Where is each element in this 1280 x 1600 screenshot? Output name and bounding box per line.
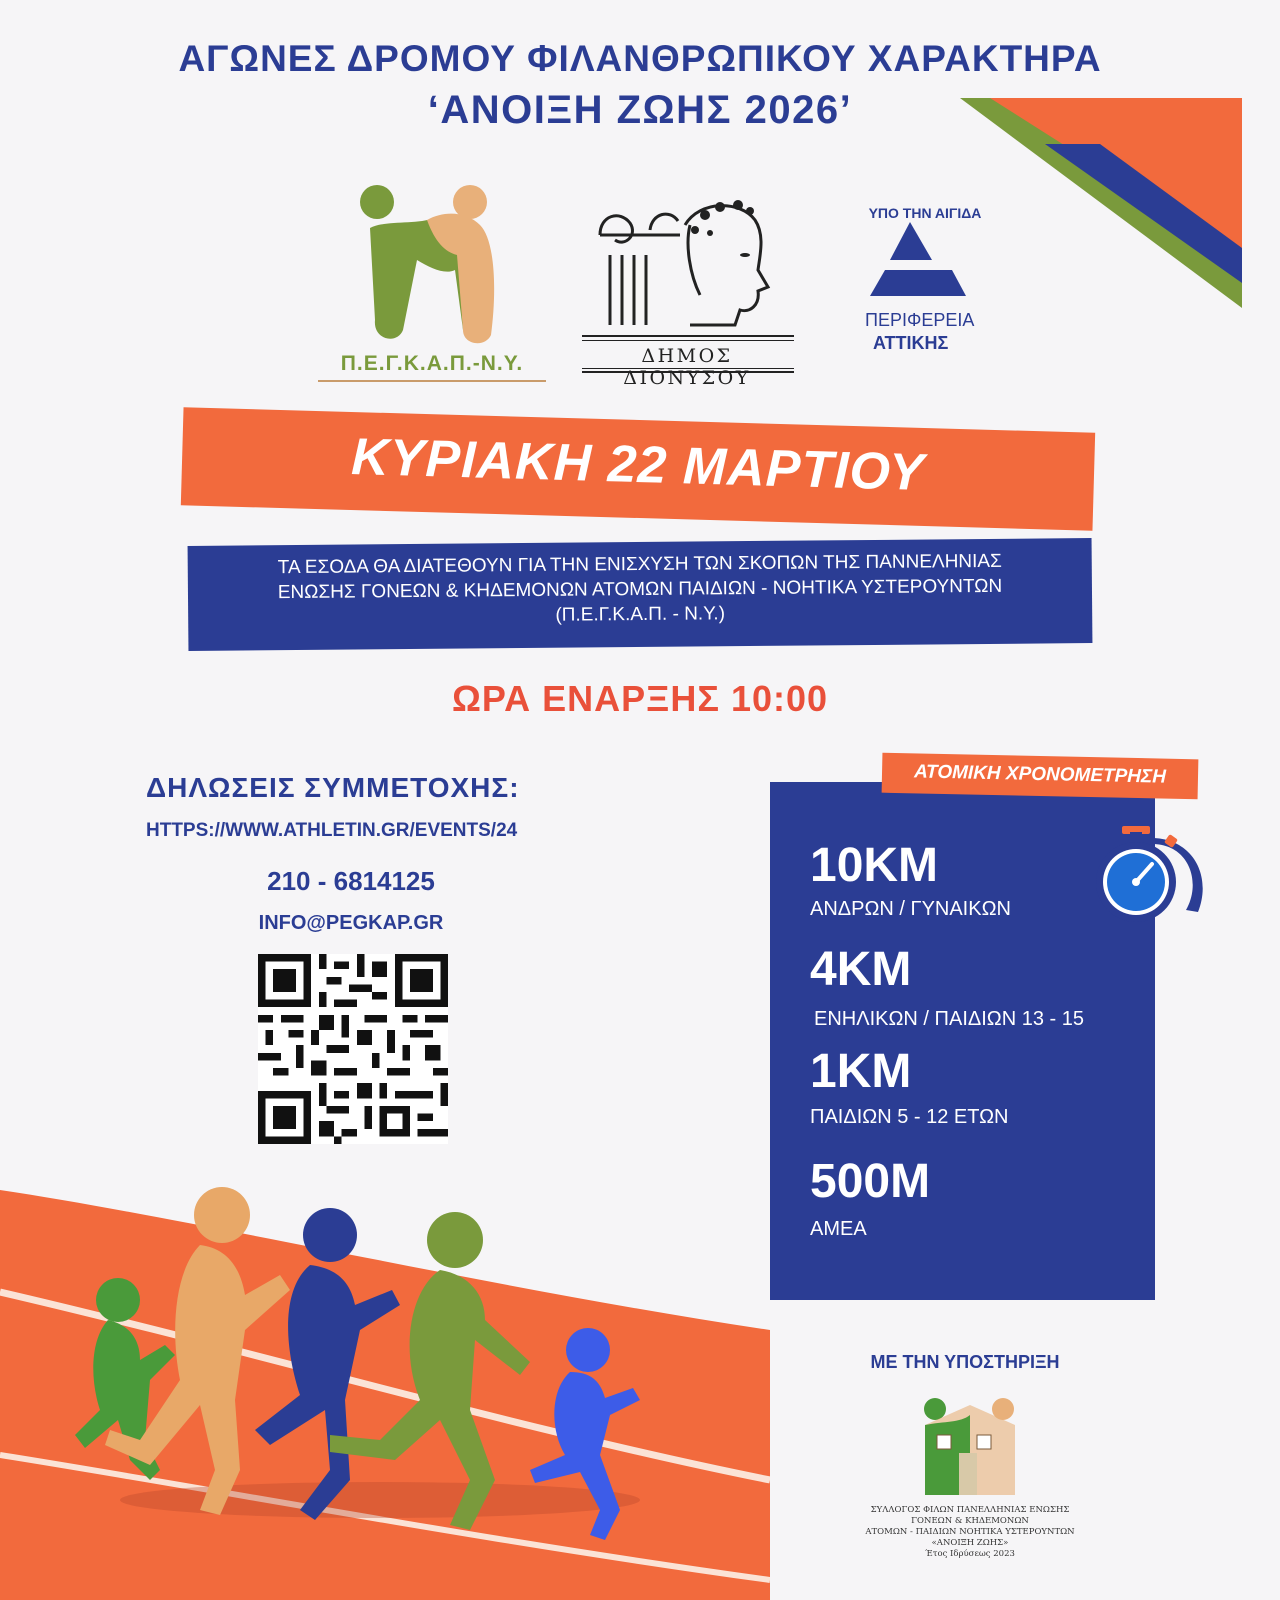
start-time: ΩΡΑ ΕΝΑΡΞΗΣ 10:00 xyxy=(451,678,829,719)
support-org-line1: ΣΥΛΛΟΓΟΣ ΦΙΛΩΝ ΠΑΝΕΛΛΗΝΙΑΣ ΕΝΩΣΗΣ xyxy=(870,1505,1070,1515)
aegis-label: ΥΠΟ ΤΗΝ ΑΙΓΙΔΑ xyxy=(868,205,982,221)
race-category-1km: ΠΑΙΔΙΩΝ 5 - 12 ΕΤΩΝ xyxy=(810,1106,1009,1128)
info-text xyxy=(200,548,1081,631)
info-line2: ΕΝΩΣΗΣ ΓΟΝΕΩΝ & ΚΗΔΕΜΟΝΩΝ ΑΤΟΜΩΝ ΠΑΙΔΙΩΝ - ΝΟΗΤΙΚΑ ΥΣΤΕΡΟΥΝΤΩΝ xyxy=(277,575,1003,604)
dimos-bar-bottom xyxy=(582,368,794,373)
info-line3: (Π.Ε.Γ.Κ.Α.Π. - Ν.Υ.) xyxy=(555,603,726,626)
runners-illustration xyxy=(0,1180,770,1600)
registration-link[interactable]: HTTPS://WWW.ATHLETIN.GR/EVENTS/24 xyxy=(146,820,518,841)
region-line2: ΑΤΤΙΚΗΣ xyxy=(873,333,949,353)
timing-label: ΑΤΟΜΙΚΗ ΧΡΟΝΟΜΕΤΡΗΣΗ xyxy=(913,761,1167,788)
support-org-text xyxy=(845,1505,1095,1560)
pegkap-label: Π.Ε.Γ.Κ.Α.Π.-Ν.Υ. xyxy=(340,352,524,375)
info-line1: ΤΑ ΕΣΟΔΑ ΘΑ ΔΙΑΤΕΘΟΥΝ ΓΙΑ ΤΗΝ ΕΝΙΣΧΥΣΗ ΤΩΝ ΣΚΟΠΩΝ ΤΗΣ ΠΑΝΝΕΛΗΝΙΑΣ xyxy=(277,550,1002,579)
anoixi-zois-logo xyxy=(915,1395,1025,1505)
race-category-10km: ΑΝΔΡΩΝ / ΓΥΝΑΙΚΩΝ xyxy=(810,898,1011,920)
stopwatch-icon xyxy=(1094,822,1204,932)
race-category-4km: ΕΝΗΛΙΚΩΝ / ΠΑΙΔΙΩΝ 13 - 15 xyxy=(814,1008,1085,1030)
race-distance-500m: 500M xyxy=(810,1155,931,1208)
race-distance-1km: 1KM xyxy=(810,1045,912,1098)
dimos-bar-top xyxy=(582,335,794,341)
pegkap-logo xyxy=(355,180,555,380)
region-line1: ΠΕΡΙΦΕΡΕΙΑ xyxy=(865,310,975,330)
support-org-line2: ΓΟΝΕΩΝ & ΚΗΔΕΜΟΝΩΝ xyxy=(911,1516,1029,1526)
event-title: ΑΓΩΝΕΣ ΔΡΟΜΟΥ ΦΙΛΑΝΘΡΩΠΙΚΟΥ ΧΑΡΑΚΤΗΡΑ xyxy=(178,38,1102,79)
qr-code[interactable] xyxy=(258,954,448,1144)
event-subtitle: ‘ΑΝΟΙΞΗ ΖΩΗΣ 2026’ xyxy=(427,88,853,132)
race-category-500m: ΑΜΕΑ xyxy=(810,1218,867,1240)
race-distance-4km: 4KM xyxy=(810,943,912,996)
attica-triangle-logo xyxy=(870,222,970,300)
support-label: ΜΕ ΤΗΝ ΥΠΟΣΤΗΡΙΞΗ xyxy=(870,1352,1060,1372)
registration-title: ΔΗΛΩΣΕΙΣ ΣΥΜΜΕΤΟΧΗΣ: xyxy=(146,772,520,803)
event-date: ΚΥΡΙΑΚΗ 22 ΜΑΡΤΙΟΥ xyxy=(350,428,926,502)
email-link[interactable]: INFO@PEGKAP.GR xyxy=(258,912,444,934)
dimos-label: ΔΗΜΟΣ ΔΙΟΝΥΣΟΥ xyxy=(623,345,751,389)
support-org-line4: «ΑΝΟΙΞΗ ΖΩΗΣ» xyxy=(931,1538,1009,1548)
support-org-line5: Έτος Ιδρύσεως 2023 xyxy=(925,1549,1015,1559)
decorative-stripes xyxy=(960,98,1242,320)
pegkap-underline xyxy=(318,380,546,382)
support-org-line3: ΑΤΟΜΩΝ - ΠΑΙΔΙΩΝ ΝΟΗΤΙΚΑ ΥΣΤΕΡΟΥΝΤΩΝ xyxy=(865,1527,1075,1537)
race-distance-10km: 10KM xyxy=(810,839,939,892)
phone-number[interactable]: 210 - 6814125 xyxy=(267,866,435,896)
